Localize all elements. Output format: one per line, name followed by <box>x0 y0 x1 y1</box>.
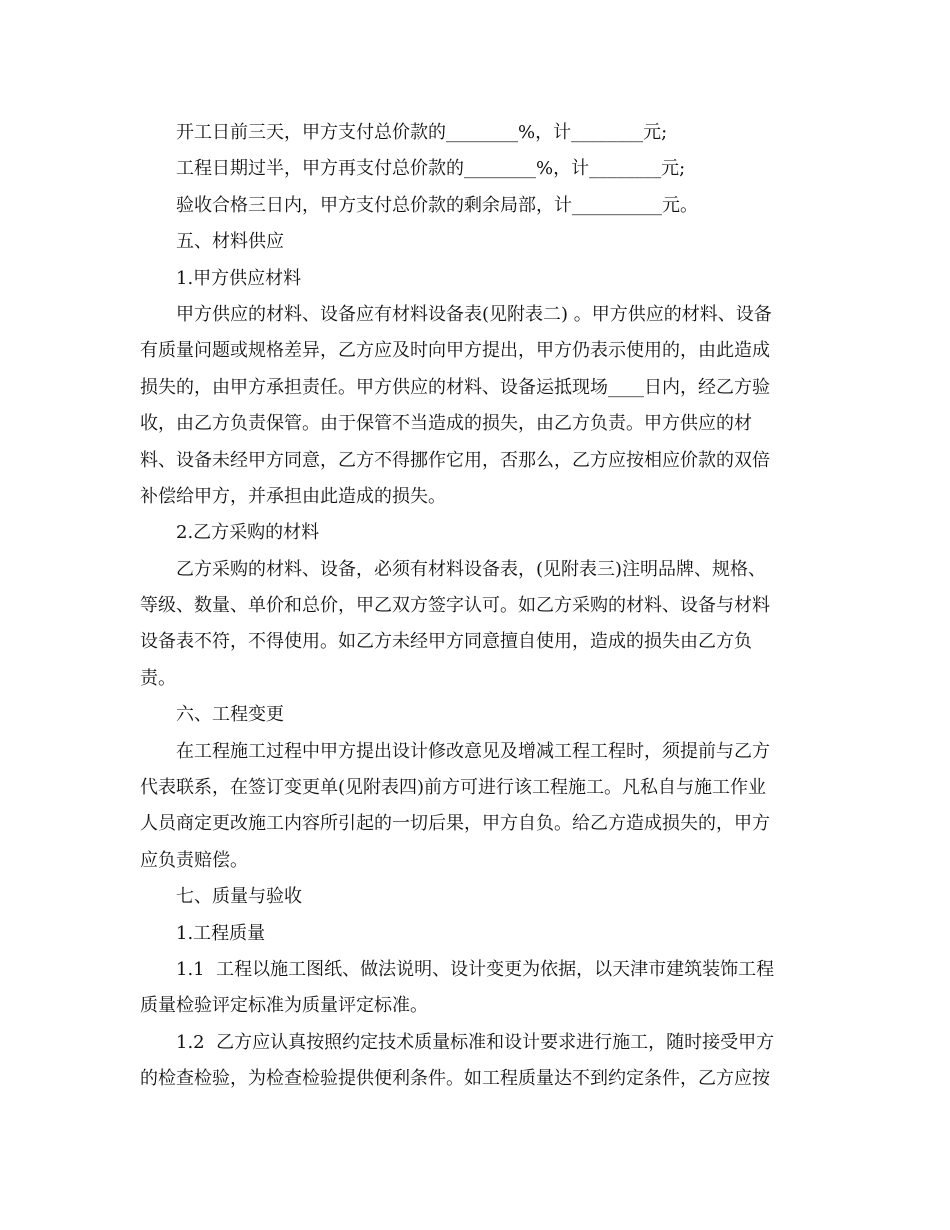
text-line: 有质量问题或规格差异，乙方应及时向甲方提出，甲方仍表示使用的，由此造成 <box>140 340 770 362</box>
text-line: 损失的，由甲方承担责任。甲方供应的材料、设备运抵现场____日内，经乙方验 <box>140 376 770 398</box>
text-line: 的检查检验，为检查检验提供便利条件。如工程质量达不到约定条件，乙方应按 <box>140 1068 770 1090</box>
subsection-heading: 1.工程质量 <box>176 922 266 944</box>
text-line: 责。 <box>140 667 176 689</box>
text-line: 等级、数量、单价和总价，甲乙双方签字认可。如乙方采购的材料、设备与材料 <box>140 595 770 617</box>
text-line: 甲方供应的材料、设备应有材料设备表(见附表二) 。甲方供应的材料、设备 <box>176 303 772 325</box>
text-line: 应负责赔偿。 <box>140 849 248 871</box>
text-line: 开工日前三天，甲方支付总价款的________%，计________元; <box>176 122 668 143</box>
text-line: 验收合格三日内，甲方支付总价款的剩余局部，计__________元。 <box>176 194 698 216</box>
clause-line: 1.2 乙方应认真按照约定技术质量标准和设计要求进行施工，随时接受甲方 <box>176 1031 775 1053</box>
text-line: 补偿给甲方，并承担由此造成的损失。 <box>140 485 446 507</box>
text-line: 人员商定更改施工内容所引起的一切后果，甲方自负。给乙方造成损失的，甲方 <box>140 813 770 835</box>
text-line: 设备表不符，不得使用。如乙方未经甲方同意擅自使用，造成的损失由乙方负 <box>140 631 752 653</box>
document-body <box>140 115 810 1098</box>
subsection-heading: 2.乙方采购的材料 <box>176 522 320 544</box>
text-line: 收，由乙方负责保管。由于保管不当造成的损失，由乙方负责。甲方供应的材 <box>140 413 752 435</box>
subsection-heading: 1.甲方供应材料 <box>176 267 302 289</box>
section-heading: 六、工程变更 <box>176 704 284 726</box>
text-line: 料、设备未经甲方同意，乙方不得挪作它用，否那么，乙方应按相应价款的双倍 <box>140 449 770 471</box>
clause-line: 1.1 工程以施工图纸、做法说明、设计变更为依据，以天津市建筑装饰工程 <box>176 958 775 980</box>
section-heading: 七、质量与验收 <box>176 886 302 908</box>
text-line: 质量检验评定标准为质量评定标准。 <box>140 995 428 1017</box>
text-line: 在工程施工过程中甲方提出设计修改意见及增减工程工程时，须提前与乙方 <box>176 740 770 762</box>
text-line: 乙方采购的材料、设备，必须有材料设备表，(见附表三)注明品牌、规格、 <box>176 558 767 580</box>
section-heading: 五、材料供应 <box>176 231 284 253</box>
text-line: 代表联系，在签订变更单(见附表四)前方可进行该工程施工。凡私自与施工作业 <box>140 777 767 799</box>
text-line: 工程日期过半，甲方再支付总价款的________%，计________元; <box>176 158 686 180</box>
